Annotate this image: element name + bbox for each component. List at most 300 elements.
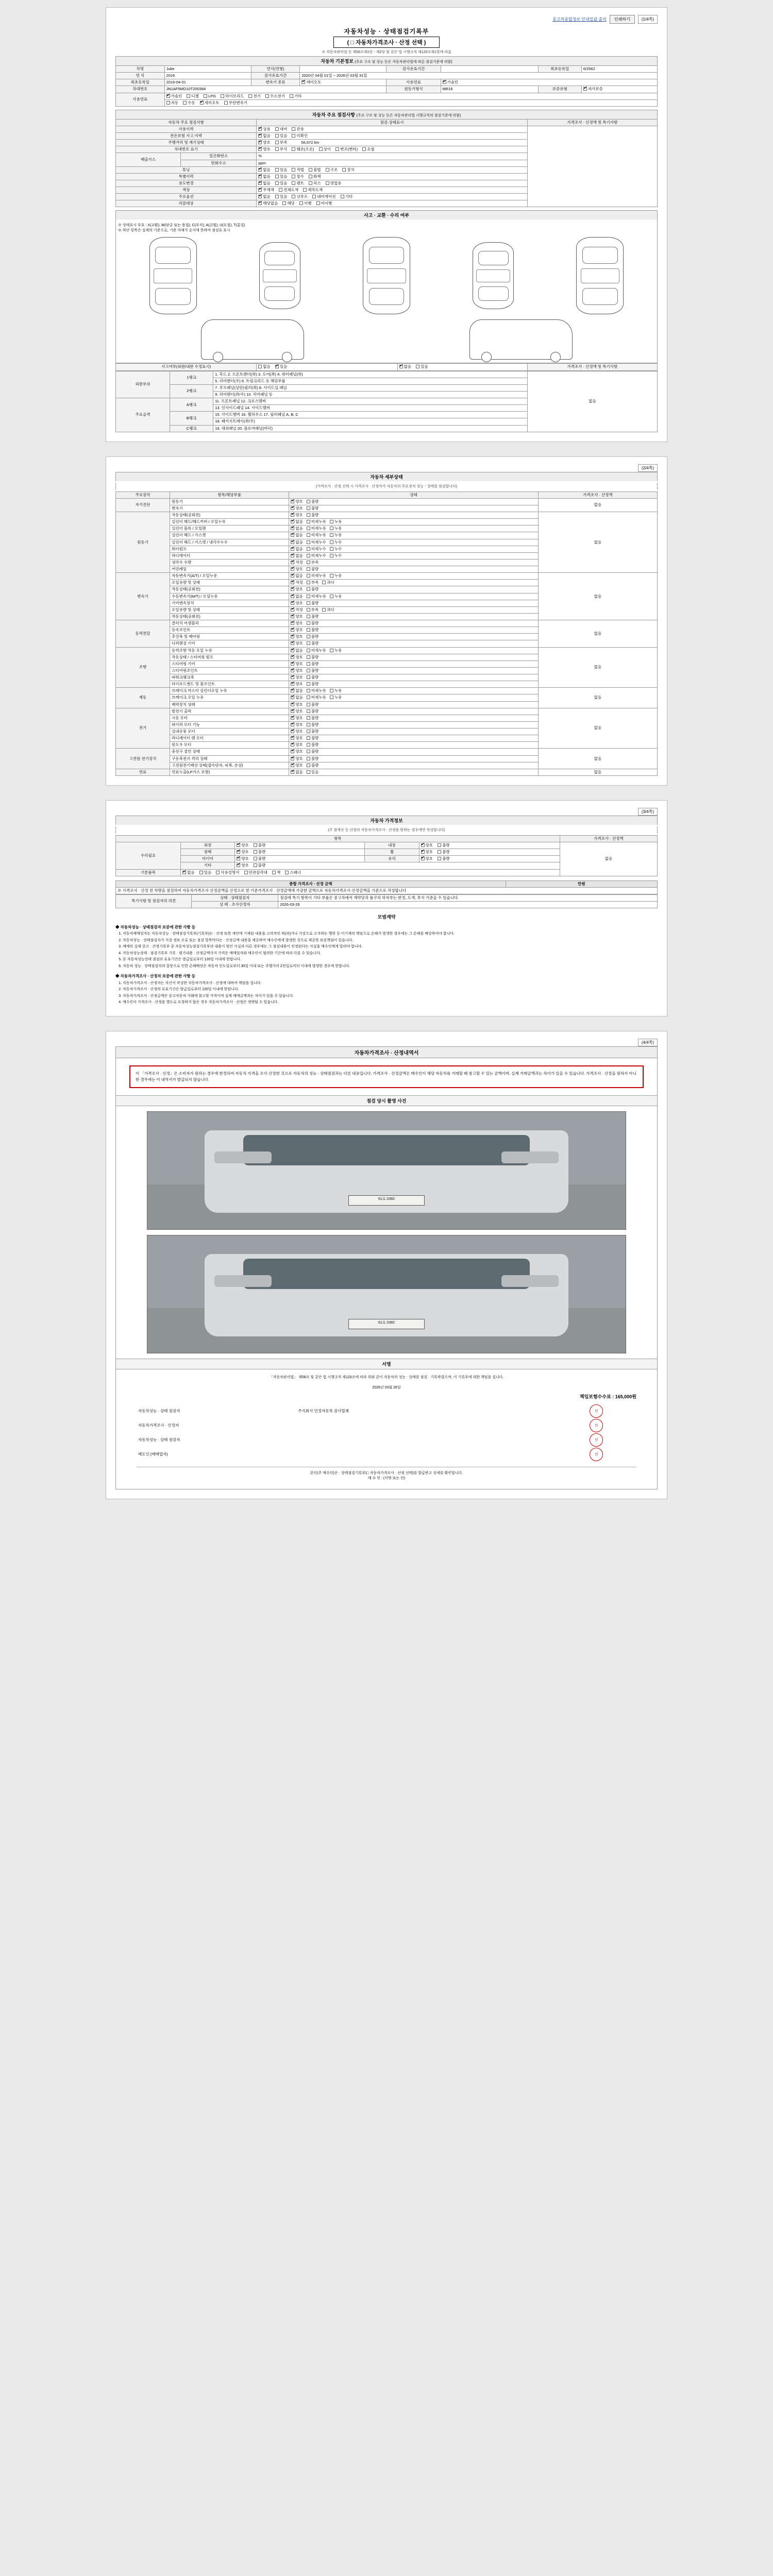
opt[interactable]: [330, 648, 342, 653]
opt[interactable]: 있음: [275, 181, 288, 186]
opt-label: 불량: [311, 513, 319, 517]
opt[interactable]: 장치: [342, 167, 355, 173]
opt[interactable]: [330, 526, 342, 531]
opt[interactable]: [307, 668, 319, 673]
opt[interactable]: [307, 702, 319, 707]
opt[interactable]: ✔ 양호: [421, 850, 433, 855]
cell-value: [441, 79, 657, 86]
opt[interactable]: ✔ 양호: [258, 140, 271, 145]
opt[interactable]: 안전삼각대: [244, 870, 267, 875]
opt[interactable]: 변조(변타): [335, 147, 358, 152]
opt[interactable]: 불량: [254, 843, 266, 848]
opt[interactable]: 부족: [275, 140, 288, 145]
opt-label: 미세누유: [311, 594, 326, 599]
rank-items: 7. 루프패널(상단)필러(좌) 8. 사이드실 패널: [213, 384, 528, 391]
price-cell: 없음: [538, 769, 657, 775]
car-view-front: [149, 237, 197, 314]
opt[interactable]: 불량: [438, 843, 450, 848]
opt[interactable]: [307, 695, 326, 700]
opt[interactable]: [322, 607, 334, 613]
opt[interactable]: 전체도색: [279, 188, 298, 193]
price-cell: 없음: [538, 498, 657, 512]
opt-label: 불량: [311, 675, 319, 680]
table-row: [116, 749, 658, 755]
opt[interactable]: [330, 573, 342, 579]
opt[interactable]: [291, 587, 303, 592]
opt[interactable]: [330, 594, 342, 599]
device-label: 고전원 전기장치: [116, 749, 170, 769]
top-link[interactable]: 중고차종합정보 안내일괄 출처: [552, 17, 607, 22]
opt[interactable]: [307, 560, 319, 565]
opt[interactable]: ✔ 양호: [237, 856, 249, 861]
opt[interactable]: [291, 770, 303, 775]
opt[interactable]: 상이: [319, 147, 331, 152]
state-options: [289, 580, 538, 586]
opt[interactable]: 내비게이션: [312, 194, 335, 199]
cell-label: 검사유효기간: [386, 66, 441, 73]
opt[interactable]: [307, 709, 319, 714]
performance-table: [115, 492, 658, 776]
opt[interactable]: [291, 756, 303, 761]
opt-label: 없음: [295, 546, 303, 551]
opt[interactable]: ✔ 양호: [421, 843, 433, 848]
state-options: [289, 532, 538, 539]
state-options: [289, 546, 538, 552]
opt[interactable]: 선루프: [292, 194, 308, 199]
opt-label: 불량: [311, 634, 319, 639]
item-label: 디퍼렌셜 기어: [170, 640, 289, 647]
opt[interactable]: [307, 655, 319, 660]
opt-label: 누유: [334, 573, 342, 579]
opt[interactable]: [291, 553, 303, 558]
quote-unit: 만원: [506, 880, 657, 887]
opt-label: 불량: [311, 654, 319, 659]
opt[interactable]: [307, 526, 326, 531]
opt[interactable]: [307, 682, 319, 687]
opt[interactable]: [307, 594, 326, 599]
photo-front: [147, 1111, 626, 1230]
opt[interactable]: ✔ 없음: [258, 181, 271, 186]
opt[interactable]: [330, 547, 342, 552]
opt[interactable]: 불량: [438, 856, 450, 861]
trans-opt-semi[interactable]: ✔ 세미오토: [200, 100, 220, 106]
item-label: 발전기 출력: [170, 708, 289, 715]
opt-label: 미세누수: [311, 539, 326, 545]
opt[interactable]: [307, 648, 326, 653]
item-label: 브레이크 마스터 실린더오일 누유: [170, 688, 289, 694]
fee-line: [137, 1393, 636, 1400]
opt[interactable]: ✔ 해당없음: [258, 201, 278, 206]
fuel-opt-etc[interactable]: 기타: [290, 94, 302, 99]
opt-label: 양호: [295, 621, 303, 625]
opt[interactable]: [330, 695, 342, 700]
opt-label: 양호: [295, 634, 303, 639]
opt[interactable]: [291, 614, 303, 619]
opt[interactable]: 부식: [275, 147, 288, 152]
opt[interactable]: [291, 540, 303, 545]
opt[interactable]: ✔ 양호: [258, 147, 271, 152]
opt[interactable]: [291, 567, 303, 572]
opt[interactable]: [307, 716, 319, 721]
opt[interactable]: [307, 722, 319, 727]
opt[interactable]: [291, 716, 303, 721]
table-row: [116, 573, 658, 580]
odometer-value: 56,672 km: [301, 140, 320, 145]
opt-label: 누수: [334, 546, 342, 551]
rank-items: 5. 리어펜더(우) 6. 트렁크리드 등 해당부품: [213, 378, 528, 384]
sign-stamp: 인: [557, 1404, 636, 1418]
opt[interactable]: [291, 641, 303, 646]
opt[interactable]: [291, 621, 303, 626]
rank-items: 13. 인사이드패널 14. 사이드멤버: [213, 405, 528, 412]
opt[interactable]: [307, 675, 319, 680]
cell-label: 최초등록일: [538, 66, 581, 73]
opt[interactable]: [330, 553, 342, 558]
accident-result-table: [115, 363, 658, 370]
trans-opt-cvt[interactable]: 무단변속기: [224, 100, 247, 106]
print-button[interactable]: 인쇄하기: [610, 15, 635, 24]
signature-table: [137, 1404, 636, 1462]
opt[interactable]: [330, 519, 342, 524]
opt-yes[interactable]: ✔ 있음: [275, 364, 288, 369]
fuel-opt-gasoline[interactable]: ✔가솔린: [166, 94, 182, 99]
opt[interactable]: [291, 688, 303, 693]
opt-label: 부족: [311, 580, 319, 585]
cell-label: 차대번호: [116, 86, 165, 93]
opt-none[interactable]: ✔ 없음: [399, 364, 412, 369]
opt-label: 없음: [295, 533, 303, 538]
table-header-row: [116, 835, 658, 842]
terms-h-0: ◆ 자동차성능 · 상태점검자 보증에 관한 사항 등: [115, 925, 195, 930]
opt[interactable]: [307, 601, 319, 606]
opt[interactable]: 있음: [275, 167, 288, 173]
state-options: [289, 749, 538, 755]
opt[interactable]: ✔ 양호: [421, 856, 433, 861]
section-price-label: 자동차 가격정보: [370, 818, 403, 823]
opt[interactable]: 훼손(오손): [292, 147, 314, 152]
opt[interactable]: 스패너: [285, 870, 301, 875]
opt[interactable]: [330, 533, 342, 538]
opt-label: 양호: [295, 499, 303, 504]
opt[interactable]: 제작도색: [303, 188, 323, 193]
opt[interactable]: [307, 634, 319, 639]
opt-label: 누수: [334, 553, 342, 558]
price-cell: 없음: [538, 573, 657, 620]
opt[interactable]: 리스: [309, 181, 321, 186]
opt[interactable]: [291, 560, 303, 565]
col-item: 항목/해당부품: [170, 492, 289, 498]
opt[interactable]: ✔ 없음: [258, 194, 271, 199]
trans-opt-auto[interactable]: 자동: [166, 100, 179, 106]
opt[interactable]: ✔ 없음: [182, 870, 195, 875]
opt[interactable]: 있음: [275, 133, 288, 139]
opt[interactable]: [307, 519, 326, 524]
opt[interactable]: [307, 688, 326, 693]
trans-opt[interactable]: ✔ 세미오토: [301, 80, 321, 85]
opt[interactable]: [291, 722, 303, 727]
fuel-opt-diesel[interactable]: 디젤: [187, 94, 199, 99]
opt[interactable]: [307, 756, 319, 761]
opt-label: 불량: [311, 668, 319, 673]
opt-label: 불량: [311, 762, 319, 768]
opt[interactable]: 영업용: [326, 181, 342, 186]
opt[interactable]: [291, 655, 303, 660]
opt-label: 양호: [295, 513, 303, 517]
item-label: 스티어링조인트: [170, 667, 289, 674]
section-performance-label: 자동차 세부상태: [370, 474, 403, 480]
opt-label: 미세누유: [311, 519, 326, 524]
cell-label: 사용연료: [386, 79, 441, 86]
row-status: [257, 146, 528, 153]
terms-item: 1. 자동차가격조사 · 산정자는 자신이 작성한 자동차가격조사 · 산정에 대하여 책임을 집니다.: [123, 981, 658, 987]
fuel-opt-ev[interactable]: 전기: [248, 94, 261, 99]
opt[interactable]: [291, 580, 303, 585]
table-row: [116, 99, 658, 106]
opt-label: 적정: [295, 607, 303, 612]
opt[interactable]: [307, 614, 319, 619]
opt-label: 불량: [311, 742, 319, 748]
opt[interactable]: [291, 695, 303, 700]
table-row: [116, 498, 658, 505]
state-options: [289, 586, 538, 593]
opt[interactable]: [330, 540, 342, 545]
col-state: 상태: [289, 492, 538, 498]
item-label: 냉각수 수량: [170, 559, 289, 566]
opt[interactable]: [307, 742, 319, 748]
opt[interactable]: 화재: [309, 174, 321, 179]
quote-title: 종합 가격조사 · 산정 금액: [116, 880, 506, 887]
rank-items: 15. 사이드멤버 16. 휠하우스 17. 필러패널 A, B, C: [213, 412, 528, 418]
opt-label: 없음: [295, 695, 303, 700]
opt[interactable]: [291, 526, 303, 531]
trans-opt-manual[interactable]: 수동: [183, 100, 195, 106]
opt-label: 없음: [295, 573, 303, 579]
opt[interactable]: [307, 770, 319, 775]
opt[interactable]: 있음: [199, 870, 212, 875]
opt[interactable]: 불량: [438, 850, 450, 855]
opt[interactable]: [307, 749, 319, 754]
opt[interactable]: 불량: [254, 863, 266, 868]
opt[interactable]: [291, 729, 303, 734]
opt[interactable]: ✔ 무채색: [258, 188, 274, 193]
item-label: 기어변속장치: [170, 600, 289, 606]
cell-label: 최초등록일: [116, 79, 165, 86]
opt[interactable]: ✔ 상용: [258, 127, 271, 132]
opt[interactable]: 대여: [275, 127, 288, 132]
state-options: [289, 566, 538, 573]
opt-label: 미세누유: [311, 695, 326, 700]
opt[interactable]: [307, 540, 326, 545]
opt[interactable]: [291, 513, 303, 518]
opt[interactable]: 불량: [254, 856, 266, 861]
opt[interactable]: 적법: [292, 167, 304, 173]
opt[interactable]: 불법: [309, 167, 321, 173]
opt[interactable]: [307, 587, 319, 592]
opt-label: 양호: [295, 702, 303, 707]
opt[interactable]: 미확인: [292, 133, 308, 139]
col-status: 점검·상태표시: [257, 119, 528, 126]
sign-name: [296, 1418, 556, 1433]
opt[interactable]: 관용: [292, 127, 304, 132]
rank-items: 19. 대쉬패널 20. 플로어패널(바닥): [213, 425, 528, 432]
opt[interactable]: [291, 547, 303, 552]
opt-label: 양호: [295, 600, 303, 605]
opt[interactable]: [291, 573, 303, 579]
opt[interactable]: [307, 553, 326, 558]
opt[interactable]: [330, 688, 342, 693]
row-label: 주행거리 및 계기상태: [116, 140, 257, 146]
state-options: [289, 701, 538, 708]
opt[interactable]: [307, 763, 319, 768]
opt[interactable]: 해당: [282, 201, 295, 206]
car-view-right: [473, 242, 514, 309]
opt[interactable]: 잭: [272, 870, 280, 875]
opt[interactable]: 이행: [299, 201, 312, 206]
opt[interactable]: [291, 682, 303, 687]
car-side-left: [201, 319, 304, 360]
opt[interactable]: 침수: [292, 174, 304, 179]
quote-lead: ※ 가격조사 · 산정 전 차량을 점검하여 자동차가격조사·산정금액을 산정으로 한 기준가격조사 · 산정금액에 가감한 금액으로 자동차가격조사·산정금액을 기준으로 작성합니다: [116, 887, 658, 894]
state-options: [289, 593, 538, 600]
opt[interactable]: 구조: [326, 167, 338, 173]
opt-label: 없음: [295, 519, 303, 524]
opt[interactable]: [291, 702, 303, 707]
opt[interactable]: [307, 567, 319, 572]
opt[interactable]: [307, 580, 319, 585]
sign-section-title: 서명: [115, 1359, 658, 1369]
opt[interactable]: [291, 601, 303, 606]
price-cell: 없음: [538, 708, 657, 749]
opt[interactable]: [291, 749, 303, 754]
fuel-opt-lpg[interactable]: LPG: [204, 94, 216, 99]
opt[interactable]: [291, 628, 303, 633]
opt[interactable]: [291, 668, 303, 673]
opt[interactable]: [307, 547, 326, 552]
check-note-label: 가격조사 · 산정액 및 특기사항: [527, 364, 657, 370]
opt[interactable]: [307, 573, 326, 579]
opt[interactable]: [307, 621, 319, 626]
opt[interactable]: [291, 736, 303, 741]
item-label: 타이로드엔드 및 볼조인트: [170, 681, 289, 688]
opt[interactable]: ✔ 양호: [237, 850, 249, 855]
opt-label: 불량: [311, 682, 319, 687]
sub-opts: [235, 862, 560, 869]
opt-label: 적정: [295, 580, 303, 585]
warranty-opt[interactable]: ✔ 자가보증: [583, 87, 603, 92]
opt-label: 불량: [311, 621, 319, 625]
opt[interactable]: 미이행: [316, 201, 332, 206]
item-label: 작동상태(공회전): [170, 613, 289, 620]
opt-label: 양호: [295, 505, 303, 511]
opt[interactable]: 불량: [254, 850, 266, 855]
opt[interactable]: [291, 594, 303, 599]
fee-label: 책임보험수수료 :: [579, 1394, 614, 1399]
opt[interactable]: 있음: [275, 194, 288, 199]
state-options: [289, 674, 538, 681]
opt[interactable]: [291, 499, 303, 504]
table-row: [116, 86, 658, 93]
row-status: [257, 133, 528, 140]
fee-value: 165,000원: [615, 1394, 636, 1399]
opt[interactable]: [307, 641, 319, 646]
opt-label: 양호: [295, 654, 303, 659]
opt[interactable]: 렌트: [292, 181, 304, 186]
opinion-sub-2: 상 태 · 조사산정자: [192, 902, 278, 908]
opt[interactable]: 있음: [275, 174, 288, 179]
item-label: 워터펌프: [170, 546, 289, 552]
opt-none[interactable]: 없음: [258, 364, 271, 369]
opt[interactable]: [291, 519, 303, 524]
opt[interactable]: ✔ 없음: [258, 133, 271, 139]
table-row: [116, 902, 658, 908]
item-label: 오일유량 및 상태: [170, 580, 289, 586]
opt[interactable]: [291, 506, 303, 511]
section-basic-title: [115, 56, 658, 65]
opt[interactable]: ✔ 양호: [237, 843, 249, 848]
device-label: 동력전달: [116, 620, 170, 648]
opt-label: 적정: [295, 560, 303, 565]
state-options: [289, 606, 538, 613]
cell-value: MR16: [441, 86, 538, 93]
opt[interactable]: [291, 607, 303, 613]
opt[interactable]: 사용설명서: [216, 870, 239, 875]
row-label: 색상: [116, 187, 257, 194]
opt[interactable]: ✔ 없음: [258, 167, 271, 173]
check-note: [527, 126, 657, 207]
opt[interactable]: [291, 533, 303, 538]
opt[interactable]: [307, 607, 319, 613]
accident-note-1: ※ 상태표시 부호 : X(교환), W(판금 또는 용접), C(부식), A(긁힘), U(요철), T(흠집): [118, 224, 245, 228]
opt[interactable]: 요철: [362, 147, 375, 152]
opt[interactable]: 기타: [341, 194, 353, 199]
car-diagrams: [118, 237, 655, 314]
opt[interactable]: [291, 742, 303, 748]
state-options: [289, 519, 538, 526]
opt[interactable]: [291, 675, 303, 680]
fuel-opt-hybrid[interactable]: 하이브리드: [221, 94, 244, 99]
fuel-opt[interactable]: ✔ 가솔린: [443, 80, 459, 85]
price-total: 없음: [560, 842, 657, 876]
opt[interactable]: [291, 709, 303, 714]
opt[interactable]: [322, 580, 334, 585]
opt[interactable]: [307, 513, 319, 518]
opt-yes[interactable]: 있음: [416, 364, 428, 369]
opt-label: 양호: [295, 628, 303, 633]
opt[interactable]: [291, 763, 303, 768]
opt[interactable]: [307, 662, 319, 667]
opt[interactable]: [307, 628, 319, 633]
opt[interactable]: [307, 506, 319, 511]
opt[interactable]: [291, 648, 303, 653]
opt[interactable]: [307, 729, 319, 734]
device-label: 조향: [116, 647, 170, 688]
opt[interactable]: [291, 634, 303, 639]
opt[interactable]: [307, 736, 319, 741]
opt[interactable]: [291, 662, 303, 667]
opt[interactable]: [307, 499, 319, 504]
cover-footer: 본인(주 매수인)은 · 상태점검기록부(□ 자동차가격조사 · 산정 선택)를 발급받고 상세를 확인합니다.: [137, 1467, 636, 1476]
price-cell: 없음: [538, 749, 657, 769]
opt[interactable]: [307, 533, 326, 538]
opt[interactable]: ✔ 양호: [237, 863, 249, 868]
fuel-opt-hydrogen[interactable]: 수소전기: [265, 94, 285, 99]
table-header-row: [116, 119, 658, 126]
state-options: [289, 526, 538, 532]
row-sub: 탄화수소: [181, 160, 257, 166]
opt[interactable]: ✔ 없음: [258, 174, 271, 179]
col-device: 주요장치: [116, 492, 170, 498]
state-options: [289, 688, 538, 694]
